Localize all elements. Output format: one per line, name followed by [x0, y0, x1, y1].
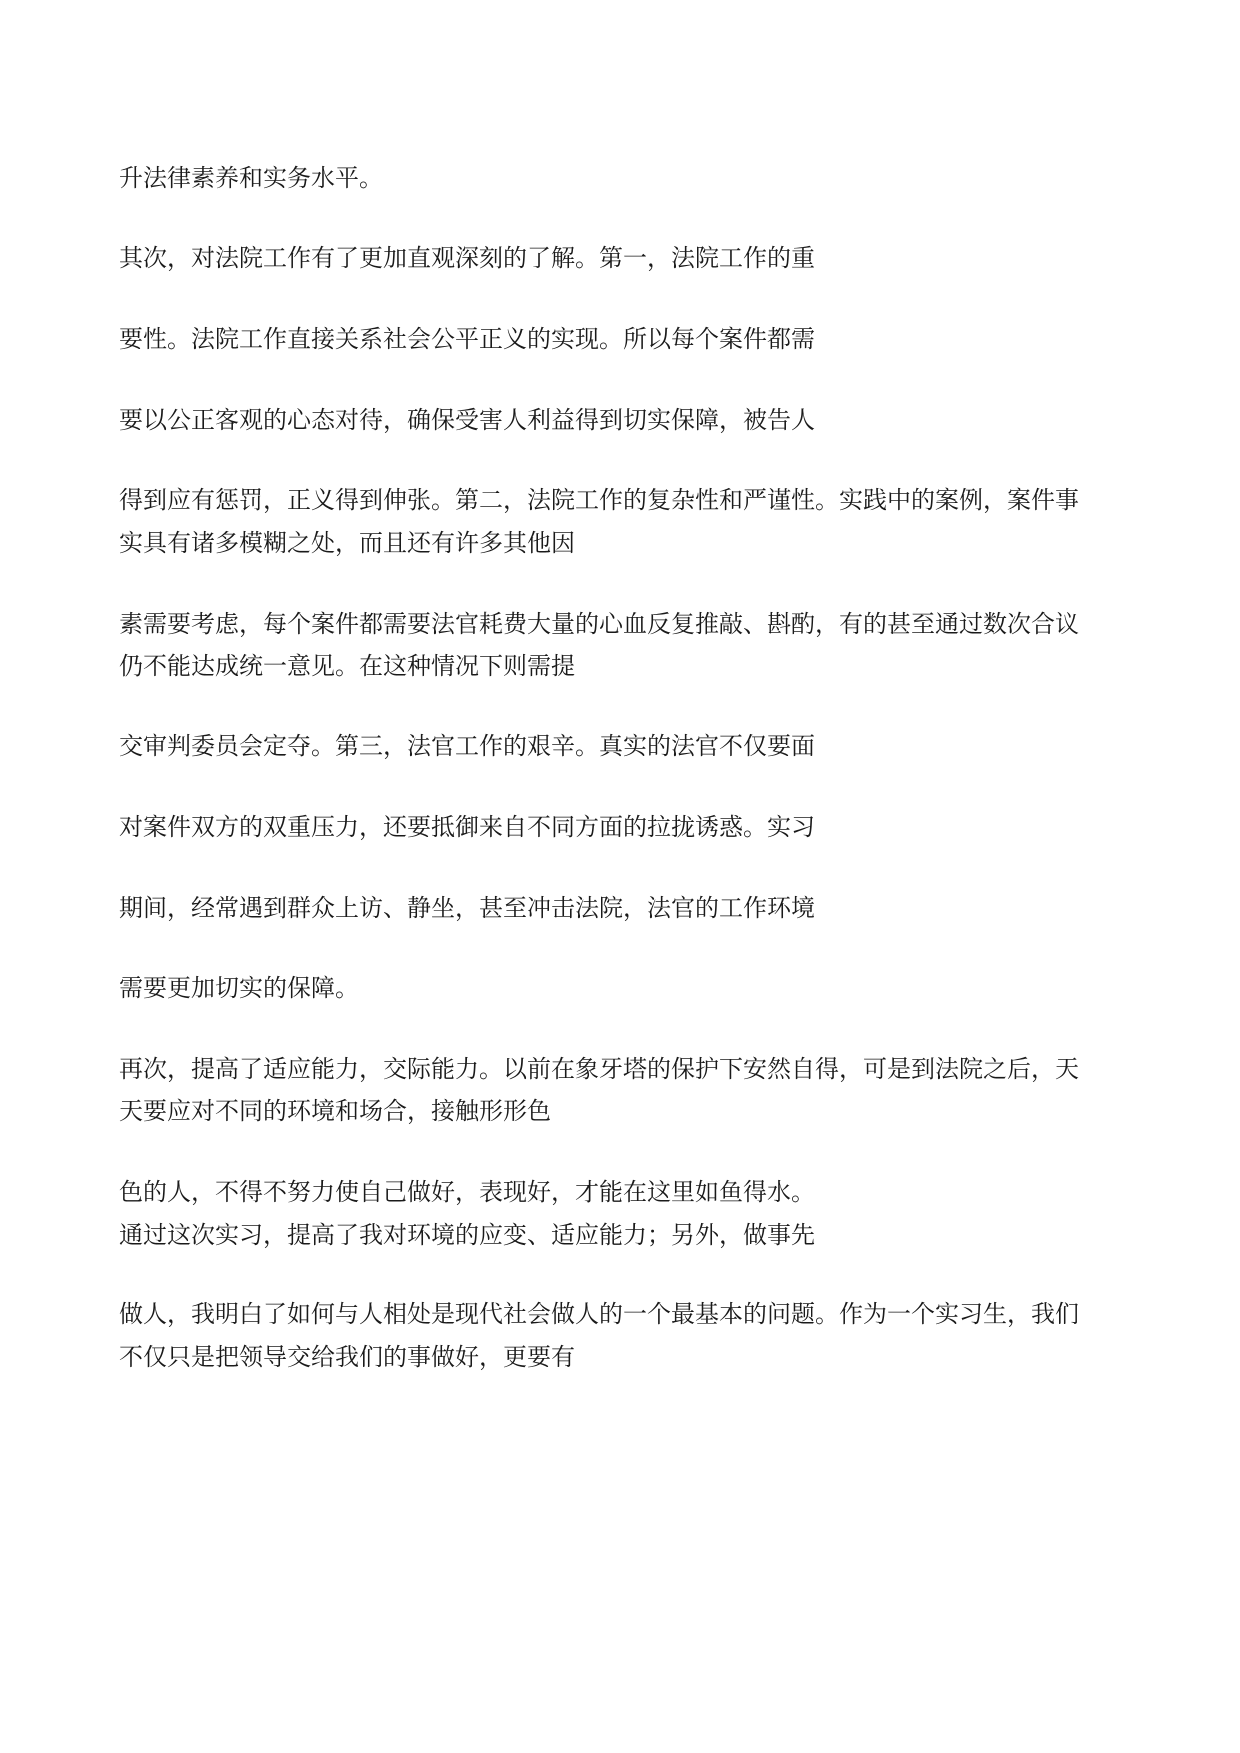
- text-line: 得到应有惩罚，正义得到伸张。第二，法院工作的复杂性和严谨性。实践中的案例，案件事: [119, 486, 1079, 514]
- text-line: 要性。法院工作直接关系社会公平正义的实现。所以每个案件都需: [119, 325, 815, 353]
- text-line: 对案件双方的双重压力，还要抵御来自不同方面的拉拢诱惑。实习: [119, 813, 815, 841]
- text-line: 色的人，不得不努力使自己做好，表现好，才能在这里如鱼得水。: [119, 1178, 815, 1206]
- text-line: 升法律素养和实务水平。: [119, 164, 383, 192]
- text-line: 天要应对不同的环境和场合，接触形形色: [119, 1097, 551, 1125]
- text-line: 素需要考虑，每个案件都需要法官耗费大量的心血反复推敲、斟酌，有的甚至通过数次合议: [119, 610, 1079, 638]
- text-line: 通过这次实习，提高了我对环境的应变、适应能力；另外，做事先: [119, 1221, 815, 1249]
- text-line: 需要更加切实的保障。: [119, 974, 359, 1002]
- text-line: 不仅只是把领导交给我们的事做好，更要有: [119, 1343, 575, 1371]
- text-line: 其次，对法院工作有了更加直观深刻的了解。第一，法院工作的重: [119, 244, 815, 272]
- text-line: 再次，提高了适应能力，交际能力。以前在象牙塔的保护下安然自得，可是到法院之后，天: [119, 1055, 1079, 1083]
- text-line: 要以公正客观的心态对待，确保受害人利益得到切实保障，被告人: [119, 406, 815, 434]
- text-line: 期间，经常遇到群众上访、静坐，甚至冲击法院，法官的工作环境: [119, 894, 815, 922]
- text-line: 做人，我明白了如何与人相处是现代社会做人的一个最基本的问题。作为一个实习生，我们: [119, 1300, 1079, 1328]
- text-line: 仍不能达成统一意见。在这种情况下则需提: [119, 652, 575, 680]
- text-line: 实具有诸多模糊之处，而且还有许多其他因: [119, 529, 575, 557]
- text-line: 交审判委员会定夺。第三，法官工作的艰辛。真实的法官不仅要面: [119, 732, 815, 760]
